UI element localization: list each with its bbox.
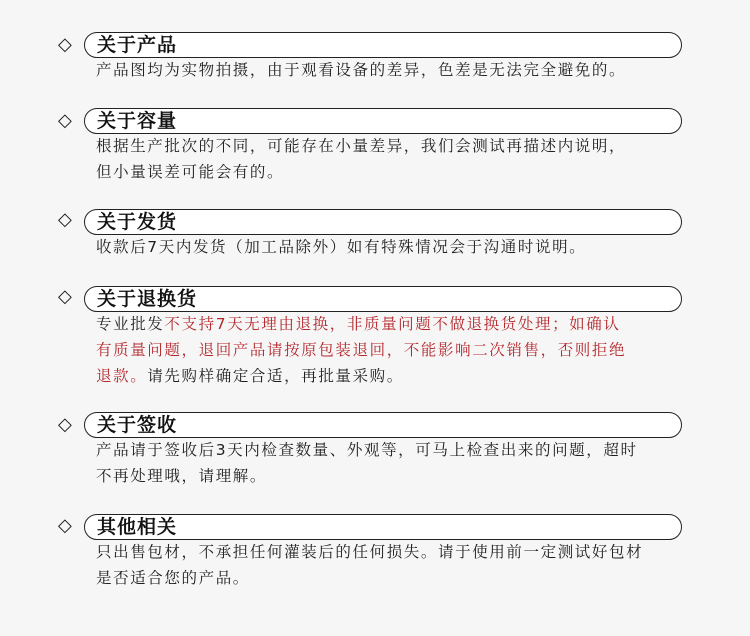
section-header-pill	[84, 412, 682, 438]
section-header-pill	[84, 32, 682, 58]
section-body	[96, 311, 686, 389]
body-line: 产品请于签收后3天内检查数量、外观等，可马上检查出来的问题，超时	[96, 441, 638, 459]
body-line	[96, 363, 686, 389]
body-line	[96, 311, 686, 337]
section-title: 其他相关	[97, 516, 178, 538]
diamond-bullet-icon: ◇	[58, 209, 72, 230]
body-line: 只出售包材，不承担任何灌装后的任何损失。请于使用前一定测试好包材	[96, 543, 644, 561]
section-body	[96, 539, 686, 591]
policy-highlight: 有质量问题，退回产品请按原包装退回，不能影响二次销售，否则拒绝	[96, 341, 627, 359]
body-suffix: 请先购样确定合适，再批量采购。	[147, 367, 404, 385]
section-title: 关于容量	[97, 110, 178, 132]
body-prefix: 专业批发	[96, 315, 165, 333]
body-line: 但小量误差可能会有的。	[96, 163, 285, 181]
section-body	[96, 133, 686, 185]
body-line: 是否适合您的产品。	[96, 569, 250, 587]
body-line: 收款后7天内发货（加工品除外）如有特殊情况会于沟通时说明。	[96, 238, 587, 256]
diamond-bullet-icon: ◇	[58, 110, 72, 131]
section-body	[96, 57, 686, 83]
section-title: 关于产品	[97, 34, 178, 56]
section-header-pill	[84, 209, 682, 235]
section-title: 关于签收	[97, 414, 178, 436]
section-title: 关于发货	[97, 211, 178, 233]
body-line: 根据生产批次的不同，可能存在小量差异，我们会测试再描述内说明，	[96, 137, 627, 155]
body-line: 不再处理哦，请理解。	[96, 467, 268, 485]
policy-highlight: 不支持7天无理由退换，非质量问题不做退换货处理；如确认	[164, 315, 621, 333]
policy-highlight: 退款。	[96, 367, 148, 385]
section-body	[96, 234, 686, 260]
diamond-bullet-icon: ◇	[58, 286, 72, 307]
section-header-pill	[84, 286, 682, 312]
body-line: 产品图均为实物拍摄，由于观看设备的差异，色差是无法完全避免的。	[96, 61, 627, 79]
diamond-bullet-icon: ◇	[58, 34, 72, 55]
diamond-bullet-icon: ◇	[58, 515, 72, 536]
diamond-bullet-icon: ◇	[58, 414, 72, 435]
section-body	[96, 437, 686, 489]
section-title: 关于退换货	[97, 288, 198, 310]
section-header-pill	[84, 514, 682, 540]
section-header-pill	[84, 108, 682, 134]
